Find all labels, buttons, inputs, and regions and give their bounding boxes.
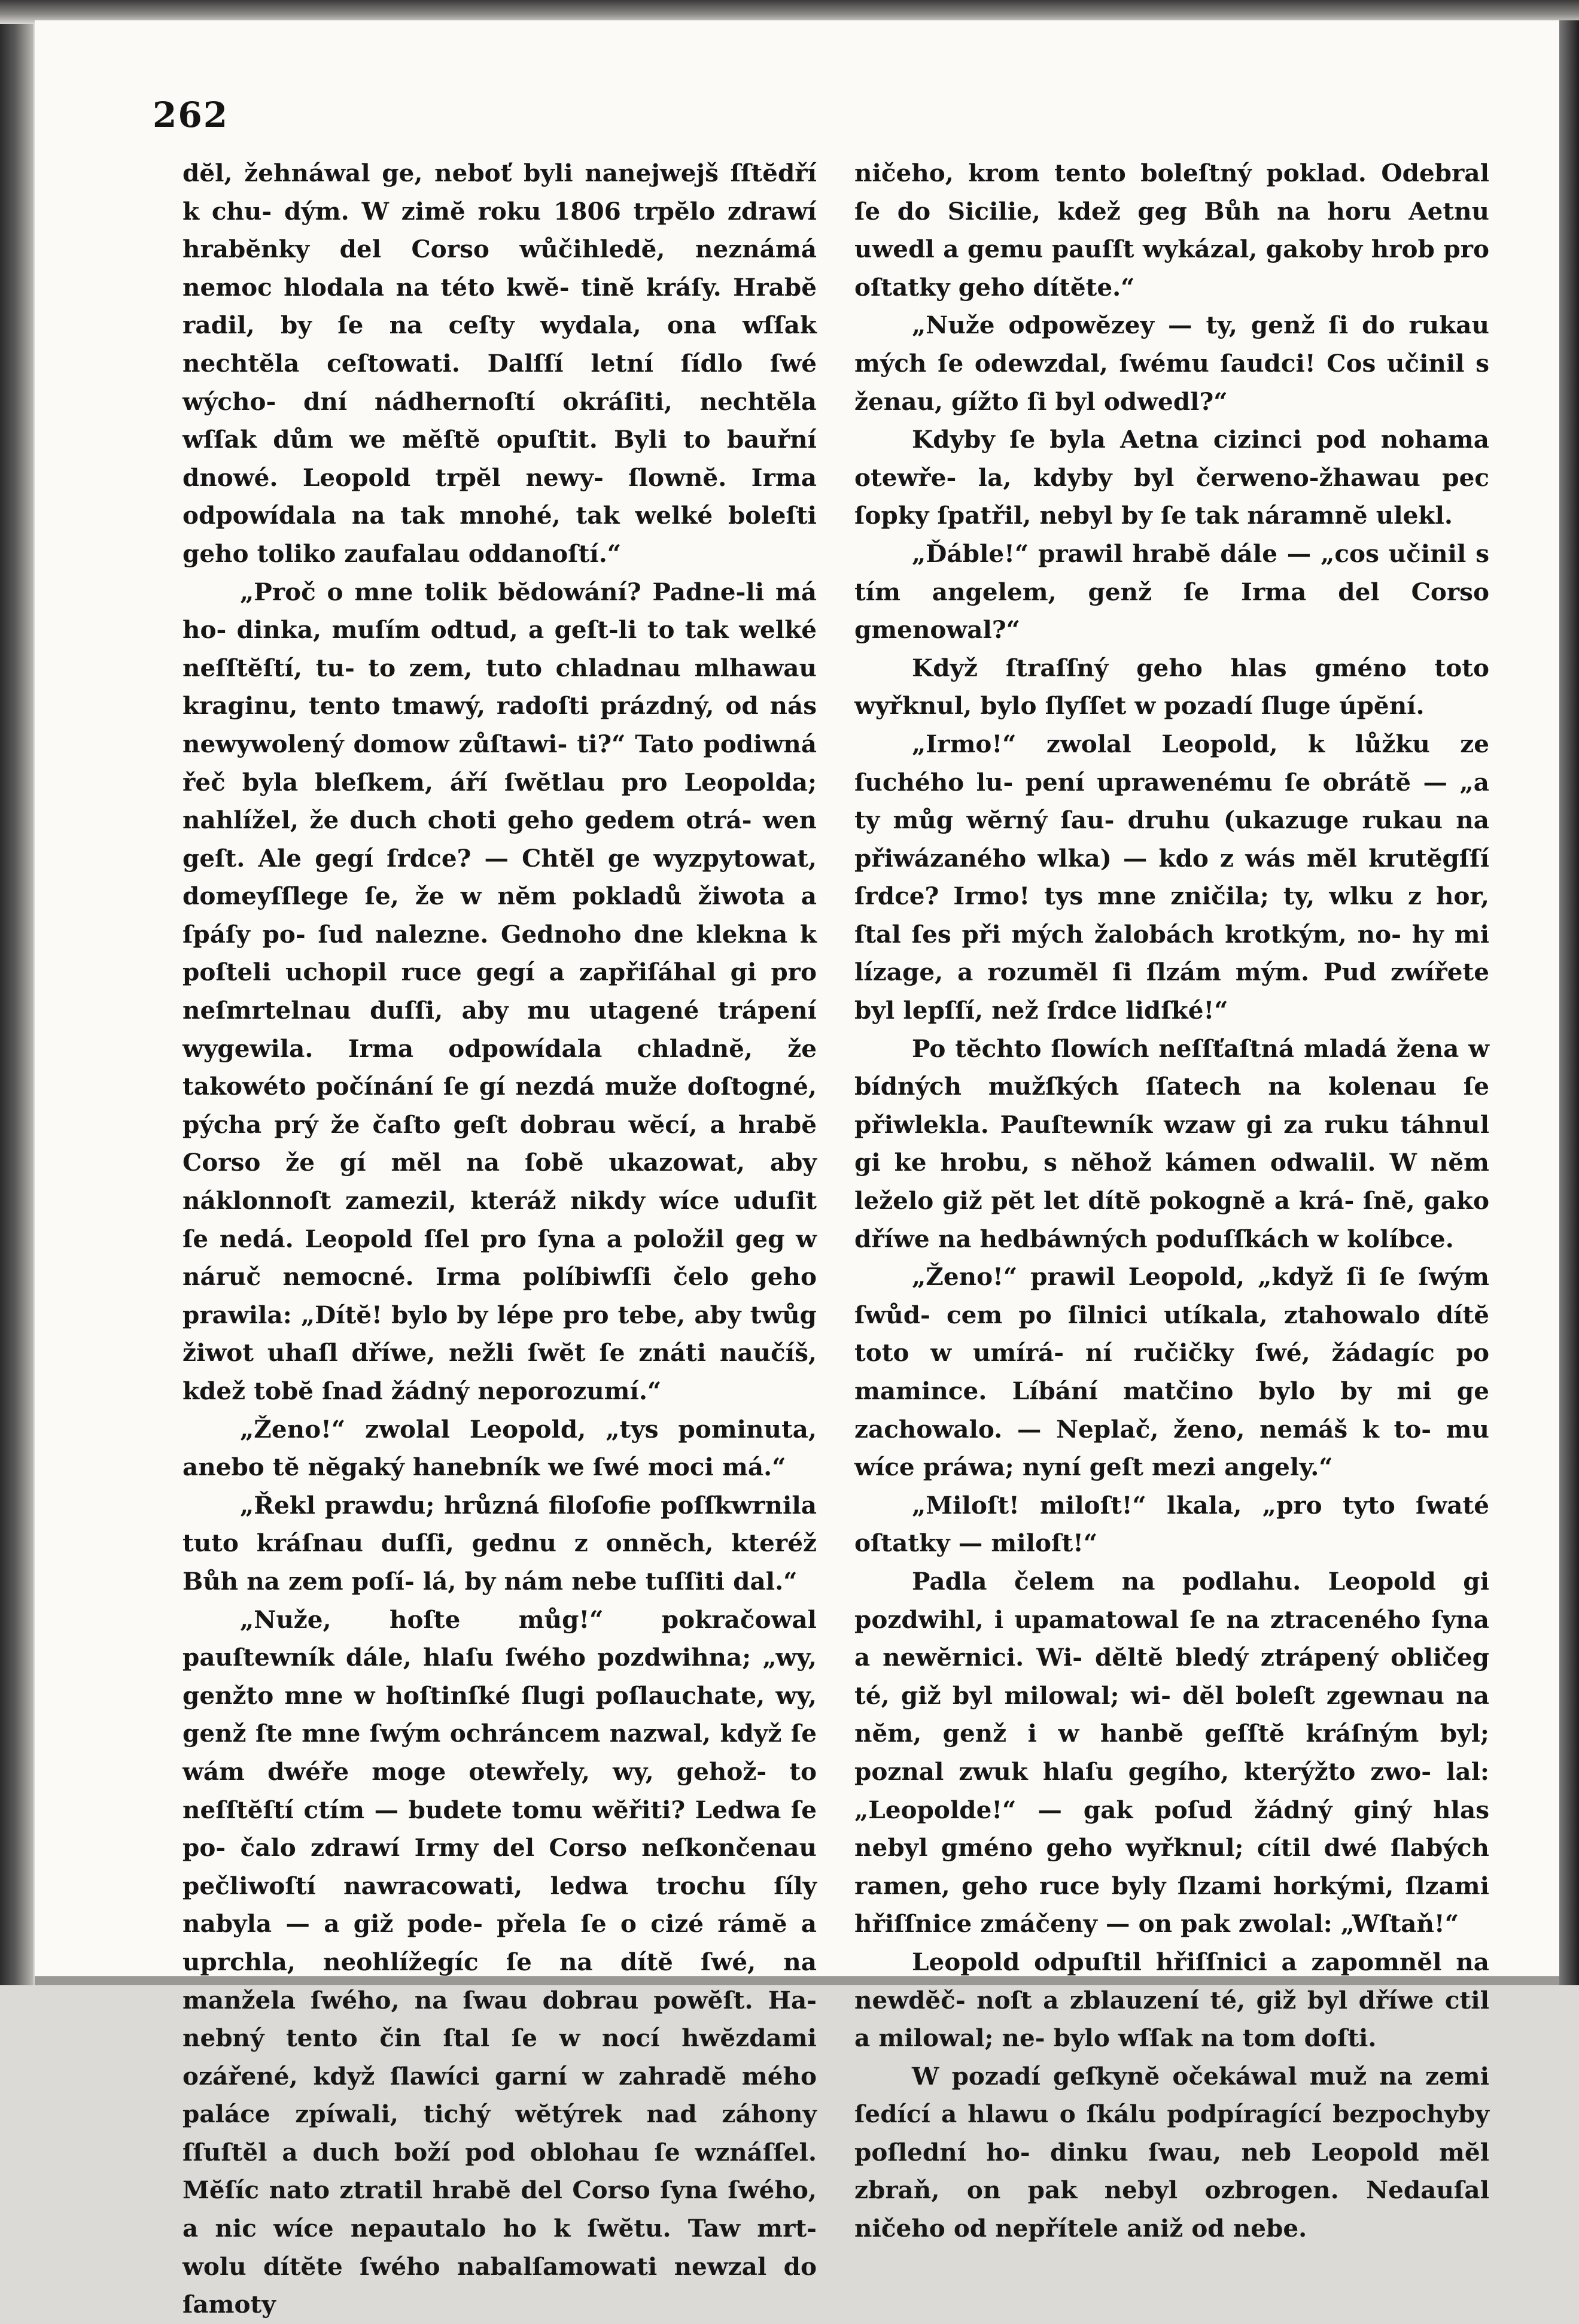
paragraph: „Ženo!“ prawil Leopold, „když ſi ſe ſwým ſwůd- cem po ſilnici utíkala, ztahowalo dítĕ toto w umírá- ní ručičky ſwé, žádagíc po mamince. Líbání matčino bylo by mi ge zachowalo. — Neplač, ženo, nemáš k to- mu wíce práwa; nyní geſt mezi angely.“ <box>854 1262 1489 1482</box>
paragraph: dĕl, žehnáwal ge, neboť byli nanejwejš ſſtĕdří k chu- dým. W zimĕ roku 1806 trpĕlo zdrawí hrabĕnky del Corso wůčihledĕ, neznámá nemoc hlodala na této kwĕ- tinĕ kráſy. Hrabĕ radil, by ſe na ceſty wydala, ona wſſak nechtĕla ceſtowati. Dalſſí letní ſídlo ſwé wýcho- dní nádhernoſtí okráſiti, nechtĕla wſſak dům we mĕſtĕ opuſtit. Byli to bauřní dnowé. Leopold trpĕl newy- ſlownĕ. Irma odpowídala na tak mnohé, tak welké boleſti geho toliko zaufalau oddanoſtí.“ <box>182 159 817 568</box>
scan-shadow-left <box>0 0 34 1985</box>
paragraph: Leopold odpuſtil hřiſſnici a zapomnĕl na newdĕč- noſt a zblauzení té, giž byl dříwe ctil a milowal; ne- bylo wſſak na tom doſti. <box>854 1947 1489 2053</box>
page-edge-right <box>1559 20 1579 1985</box>
paragraph: W pozadí geſkynĕ očekáwal muž na zemi ſedící a hlawu o ſkálu podpíragící bezpochyby poſlední ho- dinku ſwau, neb Leopold mĕl zbraň, on pak nebyl ozbrogen. Nedauſal ničeho od nepřítele aniž od nebe. <box>854 2061 1489 2243</box>
paragraph: „Řekl prawdu; hrůzná filoſofie poſſkwrnila tuto kráſnau duſſi, gednu z onnĕch, kteréž Bůh na zem poſí- lá, by nám nebe tuſſiti dal.“ <box>182 1490 817 1596</box>
paragraph: „Proč o mne tolik bĕdowání? Padne-li má ho- dinka, muſím odtud, a geſt-li to tak welké neſſtĕſtí, tu- to zem, tuto chladnau mlhawau kraginu, tento tmawý, radoſti prázdný, od nás newywolený domow zůſtawi- ti?“ Tato podiwná řeč byla bleſkem, áří ſwĕtlau pro Leopolda; nahlížel, že duch choti geho gedem otrá- wen geſt. Ale gegí ſrdce? — Chtĕl ge wyzpytowat, domeyſſlege ſe, že w nĕm pokladů žiwota a ſpáſy po- ſud nalezne. Gednoho dne klekna k poſteli uchopil ruce gegí a zapřiſáhal gi pro neſmrtelnau duſſi, aby mu utagené trápení wygewila. Irma odpowídala chladnĕ, že takowéto počínání ſe gí nezdá muže doſtogné, pýcha prý že čaſto geſt dobrau wĕcí, a hrabĕ Corso že gí mĕl na ſobĕ ukazowat, aby náklonnoſt zamezil, kteráž nikdy wíce uduſit ſe nedá. Leopold ſſel pro ſyna a položil geg w náruč nemocné. Irma políbiwſſi čelo geho prawila: „Dítĕ! bylo by lépe pro tebe, aby twůg žiwot uhaſl dříwe, nežli ſwĕt ſe znáti naučíš, kdež tobĕ ſnad žádný neporozumí.“ <box>182 577 817 1405</box>
paragraph: „Ženo!“ zwolal Leopold, „tys pominuta, anebo tĕ nĕgaký hanebník we ſwé moci má.“ <box>182 1414 817 1482</box>
paragraph: Kdyby ſe byla Aetna cizinci pod nohama otewře- la, kdyby byl čerweno-žhawau pec ſopky ſpatřil, nebyl by ſe tak náramnĕ ulekl. <box>854 425 1489 530</box>
paragraph: ničeho, krom tento boleſtný poklad. Odebral ſe do Sicilie, kdež geg Bůh na horu Aetnu uwedl a gemu pauſſt wykázal, gakoby hrob pro oſtatky geho dítĕte.“ <box>854 159 1489 302</box>
paragraph: „Ďáble!“ prawil hrabĕ dále — „cos učinil s tím angelem, genž ſe Irma del Corso gmenowal?“ <box>854 539 1489 645</box>
paragraph: „Miloſt! miloſt!“ lkala, „pro tyto ſwaté oſtatky — miloſt!“ <box>854 1490 1489 1558</box>
paragraph: Padla čelem na podlahu. Leopold gi pozdwihl, i upamatowal ſe na ztraceného ſyna a newĕrnici. Wi- dĕltĕ bledý ztrápený obličeg té, giž byl milowal; wi- dĕl boleſt zgewnau na nĕm, genž i w hanbĕ geſſtĕ kráſným byl; poznal zwuk hlaſu gegího, kterýžto zwo- lal: „Leopolde!“ — gak poſud žádný giný hlas nebyl gméno geho wyřknul; cítil dwé ſlabých ramen, geho ruce byly ſlzami horkými, ſlzami hřiſſnice zmáčeny — on pak zwolal: „Wſtaň!“ <box>854 1566 1489 1939</box>
paragraph: „Nuže odpowĕzey — ty, genž ſi do rukau mých ſe odewzdal, ſwému ſaudci! Cos učinil s ženau, gížto ſi byl odwedl?“ <box>854 311 1489 416</box>
left-column <box>182 154 817 2324</box>
right-column <box>854 154 1489 2248</box>
paragraph: „Irmo!“ zwolal Leopold, k lůžku ze ſuchého lu- pení uprawenému ſe obrátĕ — „a ty můg wĕrný ſau- druhu (ukazuge rukau na přiwázaného wlka) — kdo z wás mĕl krutĕgſſí ſrdce? Irmo! tys mne zničila; ty, wlku z hor, ſtal ſes při mých žalobách krotkým, no- hy mi lízage, a rozumĕl ſi ſlzám mým. Pud zwířete byl lepſſí, než ſrdce lidſké!“ <box>854 729 1489 1025</box>
page-number: 262 <box>153 95 229 135</box>
paragraph: Po tĕchto ſlowích neſſťaſtná mladá žena w bídných mužſkých ſſatech na kolenau ſe přiwlekla. Pauſtewník wzaw gi za ruku táhnul gi ke hrobu, s nĕhož kámen odwalil. W nĕm leželo giž pĕt let dítĕ pokognĕ a krá- ſnĕ, gako dříwe na hedbáwných poduſſkách w kolíbce. <box>854 1034 1489 1253</box>
paragraph: Když ſtraſſný geho hlas gméno toto wyřknul, bylo ſlyſſet w pozadí ſluge úpĕní. <box>854 653 1489 721</box>
paragraph: „Nuže, hoſte můg!“ pokračowal pauſtewník dále, hlaſu ſwého pozdwihna; „wy, genžto mne w hoſtinſké ſlugi poſlauchate, wy, genž ſte mne ſwým ochráncem nazwal, když ſe wám dwéře moge otewřely, wy, gehož- to neſſtĕſtí ctím — budete tomu wĕřiti? Ledwa ſe po- čalo zdrawí Irmy del Corso neſkončenau pečliwoſtí nawracowati, ledwa trochu ſíly nabyla — a giž pode- přela ſe o cizé rámĕ a uprchla, neohlížegíc ſe na dítĕ ſwé, na manžela ſwého, na ſwau dobrau powĕſt. Ha- nebný tento čin ſtal ſe w nocí hwĕzdami ozářené, když ſlawíci garní w zahradĕ mého paláce zpíwali, tichý wĕtýrek nad záhony ſſuſtĕl a duch boží pod oblohau ſe wznáſſel. Mĕſíc nato ztratil hrabĕ del Corso ſyna ſwého, a nic wíce nepautalo ho k ſwĕtu. Taw mrt- wolu dítĕte ſwého nabalſamowati newzal do ſamoty <box>182 1605 817 2319</box>
